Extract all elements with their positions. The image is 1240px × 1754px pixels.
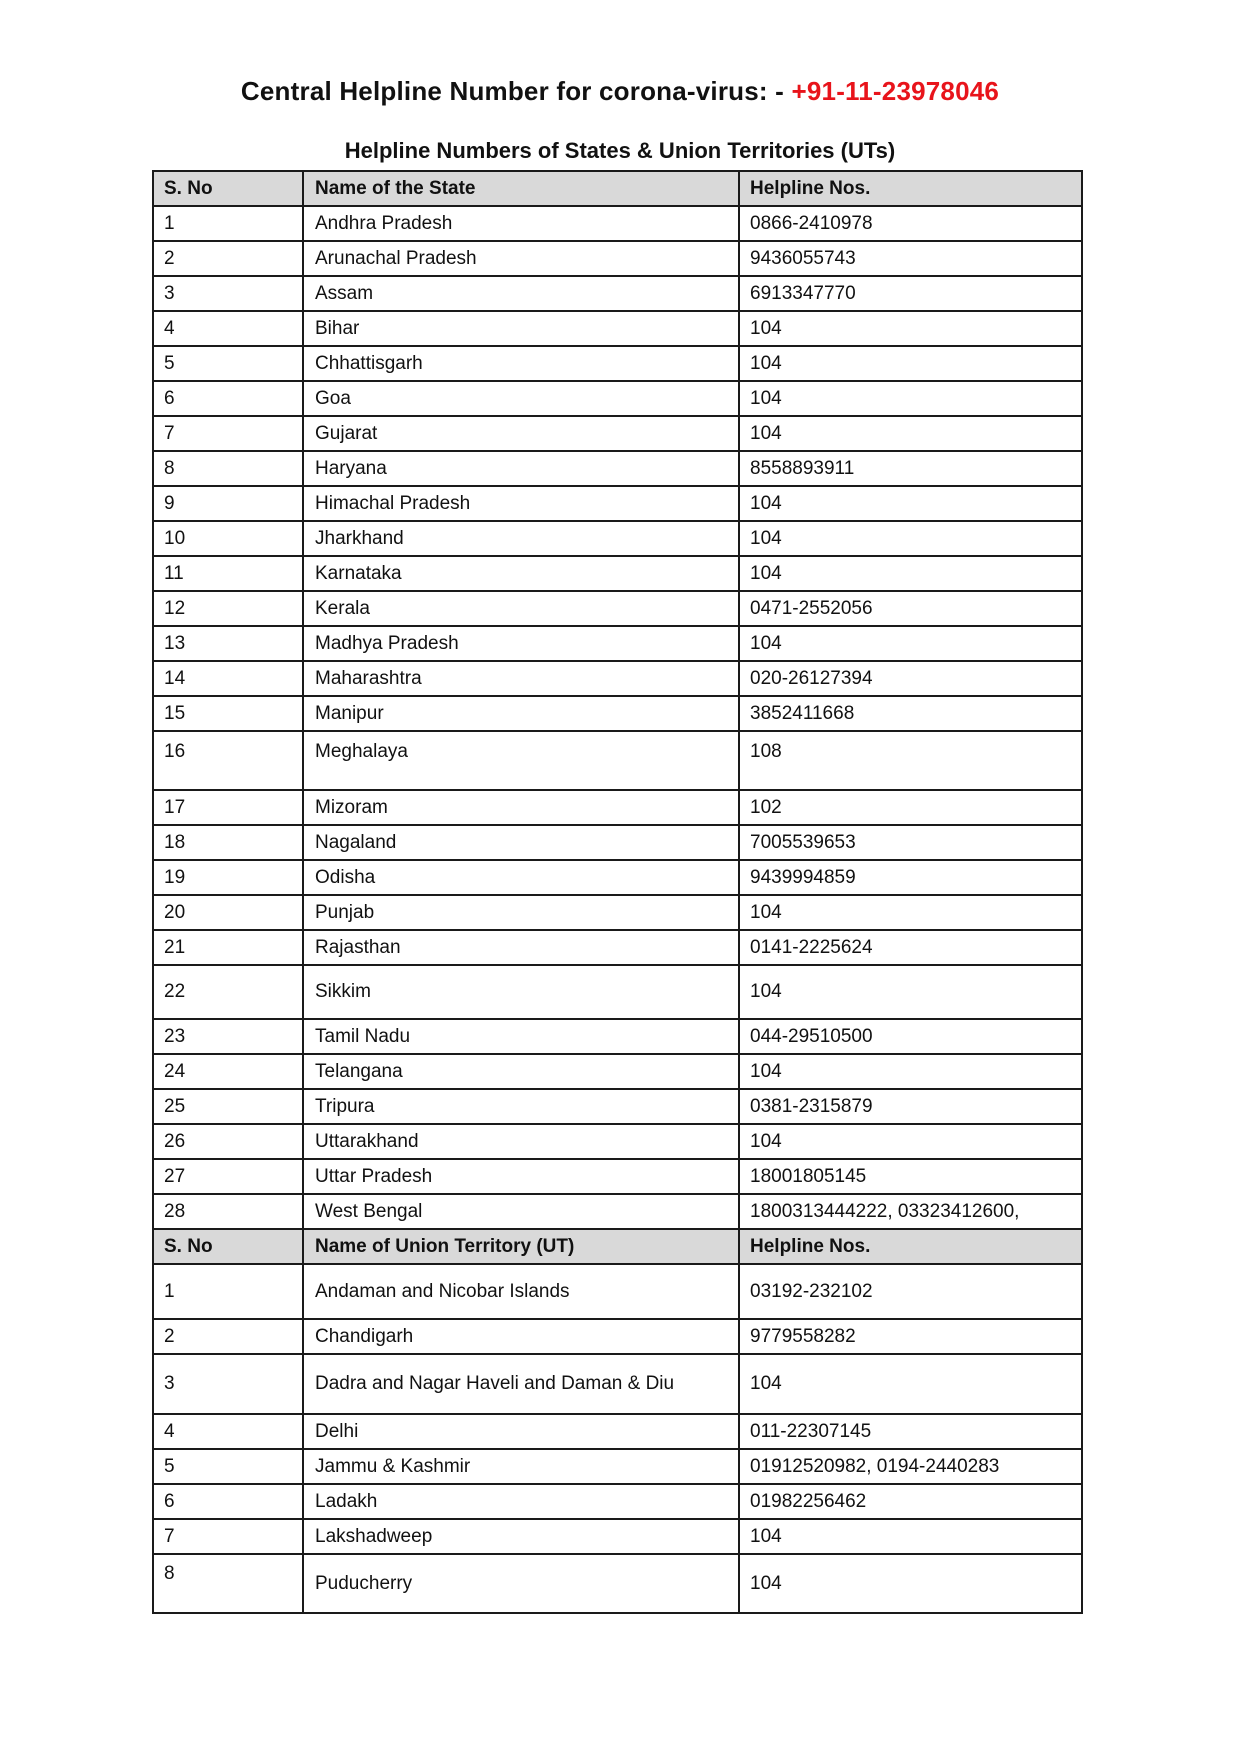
helpline-number-cell: 01982256462: [739, 1484, 1082, 1519]
serial-number-cell: 13: [153, 626, 303, 661]
serial-number-cell: 14: [153, 661, 303, 696]
ut-row: [153, 1354, 1082, 1414]
serial-number-cell: 4: [153, 1414, 303, 1449]
state-row: [153, 825, 1082, 860]
serial-number-cell: 5: [153, 346, 303, 381]
helpline-number-cell: 0866-2410978: [739, 206, 1082, 241]
state-row: [153, 965, 1082, 1019]
serial-number-cell: 24: [153, 1054, 303, 1089]
helpline-number-cell: 104: [739, 965, 1082, 1019]
serial-number-cell: 2: [153, 1319, 303, 1354]
name-cell: Ladakh: [303, 1484, 739, 1519]
table-title: Helpline Numbers of States & Union Territories (UTs): [344, 138, 896, 163]
state-row: [153, 556, 1082, 591]
helpline-table: [152, 170, 1083, 1614]
sno-header: S. No: [153, 171, 303, 206]
serial-number-cell: 7: [153, 1519, 303, 1554]
name-cell: Dadra and Nagar Haveli and Daman & Diu: [303, 1354, 739, 1414]
helpline-number-cell: 7005539653: [739, 825, 1082, 860]
name-cell: Sikkim: [303, 965, 739, 1019]
ut-row: [153, 1484, 1082, 1519]
serial-number-cell: 10: [153, 521, 303, 556]
name-cell: Maharashtra: [303, 661, 739, 696]
name-cell: Nagaland: [303, 825, 739, 860]
name-cell: Jammu & Kashmir: [303, 1449, 739, 1484]
helpline-number-cell: 03192-232102: [739, 1264, 1082, 1319]
helpline-number-cell: 044-29510500: [739, 1019, 1082, 1054]
name-cell: Tripura: [303, 1089, 739, 1124]
helpline-number-cell: 9436055743: [739, 241, 1082, 276]
serial-number-cell: 2: [153, 241, 303, 276]
serial-number-cell: 26: [153, 1124, 303, 1159]
state-row: [153, 1019, 1082, 1054]
ut-name-header: Name of Union Territory (UT): [303, 1229, 739, 1264]
helpline-table-body: [153, 171, 1082, 1613]
name-cell: Manipur: [303, 696, 739, 731]
name-cell: Tamil Nadu: [303, 1019, 739, 1054]
helpline-number-cell: 0471-2552056: [739, 591, 1082, 626]
serial-number-cell: 19: [153, 860, 303, 895]
serial-number-cell: 6: [153, 381, 303, 416]
helpline-number-cell: 104: [739, 381, 1082, 416]
helpline-number-cell: 8558893911: [739, 451, 1082, 486]
helpline-number-cell: 9439994859: [739, 860, 1082, 895]
serial-number-cell: 28: [153, 1194, 303, 1229]
state-row: [153, 790, 1082, 825]
serial-number-cell: 9: [153, 486, 303, 521]
serial-number-cell: 12: [153, 591, 303, 626]
sno-header: S. No: [153, 1229, 303, 1264]
serial-number-cell: 25: [153, 1089, 303, 1124]
name-cell: Uttar Pradesh: [303, 1159, 739, 1194]
serial-number-cell: 6: [153, 1484, 303, 1519]
state-row: [153, 206, 1082, 241]
serial-number-cell: 20: [153, 895, 303, 930]
helpline-number-cell: 104: [739, 346, 1082, 381]
helpline-number-cell: 18001805145: [739, 1159, 1082, 1194]
helpline-number-cell: 104: [739, 1519, 1082, 1554]
serial-number-cell: 4: [153, 311, 303, 346]
helpline-number-cell: 104: [739, 556, 1082, 591]
name-cell: Rajasthan: [303, 930, 739, 965]
helpline-number-cell: 104: [739, 1554, 1082, 1613]
state-row: [153, 451, 1082, 486]
state-row: [153, 1194, 1082, 1229]
name-cell: Chandigarh: [303, 1319, 739, 1354]
helpline-number-cell: 0141-2225624: [739, 930, 1082, 965]
helpline-number-cell: 104: [739, 486, 1082, 521]
state-row: [153, 1054, 1082, 1089]
helpline-number-cell: 011-22307145: [739, 1414, 1082, 1449]
helpline-number-cell: 104: [739, 1124, 1082, 1159]
name-cell: Odisha: [303, 860, 739, 895]
name-cell: Goa: [303, 381, 739, 416]
name-cell: Madhya Pradesh: [303, 626, 739, 661]
helpline-number-cell: 104: [739, 521, 1082, 556]
name-cell: Gujarat: [303, 416, 739, 451]
state-row: [153, 346, 1082, 381]
name-cell: Mizoram: [303, 790, 739, 825]
ut-row: [153, 1319, 1082, 1354]
serial-number-cell: 11: [153, 556, 303, 591]
state-row: [153, 930, 1082, 965]
helpline-number-cell: 3852411668: [739, 696, 1082, 731]
helpline-number-cell: 020-26127394: [739, 661, 1082, 696]
name-cell: Delhi: [303, 1414, 739, 1449]
name-cell: Lakshadweep: [303, 1519, 739, 1554]
ut-header-row: [153, 1229, 1082, 1264]
name-cell: Meghalaya: [303, 731, 739, 790]
serial-number-cell: 8: [153, 451, 303, 486]
state-row: [153, 626, 1082, 661]
helpline-number-cell: 104: [739, 626, 1082, 661]
state-row: [153, 1089, 1082, 1124]
name-cell: Assam: [303, 276, 739, 311]
main-title-text: Central Helpline Number for corona-virus: -: [240, 76, 792, 106]
name-cell: West Bengal: [303, 1194, 739, 1229]
serial-number-cell: 22: [153, 965, 303, 1019]
state-row: [153, 1159, 1082, 1194]
serial-number-cell: 8: [153, 1554, 303, 1613]
ut-row: [153, 1519, 1082, 1554]
name-cell: Karnataka: [303, 556, 739, 591]
state-row: [153, 416, 1082, 451]
helpline-number-cell: 104: [739, 416, 1082, 451]
name-cell: Puducherry: [303, 1554, 739, 1613]
ut-row: [153, 1264, 1082, 1319]
helpline-number-cell: 6913347770: [739, 276, 1082, 311]
helpline-number-cell: 104: [739, 1354, 1082, 1414]
states-header-row: [153, 171, 1082, 206]
serial-number-cell: 21: [153, 930, 303, 965]
serial-number-cell: 3: [153, 276, 303, 311]
state-row: [153, 276, 1082, 311]
serial-number-cell: 7: [153, 416, 303, 451]
serial-number-cell: 27: [153, 1159, 303, 1194]
helpline-number-cell: 0381-2315879: [739, 1089, 1082, 1124]
state-name-header: Name of the State: [303, 171, 739, 206]
helpline-number-cell: 01912520982, 0194-2440283: [739, 1449, 1082, 1484]
name-cell: Punjab: [303, 895, 739, 930]
name-cell: Andaman and Nicobar Islands: [303, 1264, 739, 1319]
helpline-number-cell: 102: [739, 790, 1082, 825]
name-cell: Andhra Pradesh: [303, 206, 739, 241]
main-title: [0, 76, 1240, 107]
state-row: [153, 860, 1082, 895]
helpline-number-cell: 104: [739, 895, 1082, 930]
name-cell: Uttarakhand: [303, 1124, 739, 1159]
serial-number-cell: 18: [153, 825, 303, 860]
helpline-number-cell: 1800313444222, 03323412600,: [739, 1194, 1082, 1229]
name-cell: Jharkhand: [303, 521, 739, 556]
name-cell: Himachal Pradesh: [303, 486, 739, 521]
serial-number-cell: 16: [153, 731, 303, 790]
serial-number-cell: 15: [153, 696, 303, 731]
name-cell: Kerala: [303, 591, 739, 626]
state-row: [153, 486, 1082, 521]
state-row: [153, 381, 1082, 416]
state-row: [153, 696, 1082, 731]
state-row: [153, 591, 1082, 626]
name-cell: Bihar: [303, 311, 739, 346]
name-cell: Chhattisgarh: [303, 346, 739, 381]
helpline-number-cell: 104: [739, 311, 1082, 346]
state-row: [153, 1124, 1082, 1159]
central-helpline-number: +91-11-23978046: [791, 76, 1000, 106]
state-row: [153, 521, 1082, 556]
helpline-number-cell: 9779558282: [739, 1319, 1082, 1354]
name-cell: Telangana: [303, 1054, 739, 1089]
serial-number-cell: 1: [153, 206, 303, 241]
state-row: [153, 895, 1082, 930]
state-row: [153, 311, 1082, 346]
name-cell: Haryana: [303, 451, 739, 486]
helpline-header: Helpline Nos.: [739, 1229, 1082, 1264]
ut-row: [153, 1449, 1082, 1484]
ut-row: [153, 1554, 1082, 1613]
ut-row: [153, 1414, 1082, 1449]
serial-number-cell: 3: [153, 1354, 303, 1414]
helpline-number-cell: 108: [739, 731, 1082, 790]
state-row: [153, 661, 1082, 696]
state-row: [153, 241, 1082, 276]
helpline-number-cell: 104: [739, 1054, 1082, 1089]
serial-number-cell: 5: [153, 1449, 303, 1484]
serial-number-cell: 1: [153, 1264, 303, 1319]
state-row: [153, 731, 1082, 790]
serial-number-cell: 17: [153, 790, 303, 825]
serial-number-cell: 23: [153, 1019, 303, 1054]
name-cell: Arunachal Pradesh: [303, 241, 739, 276]
helpline-header: Helpline Nos.: [739, 171, 1082, 206]
